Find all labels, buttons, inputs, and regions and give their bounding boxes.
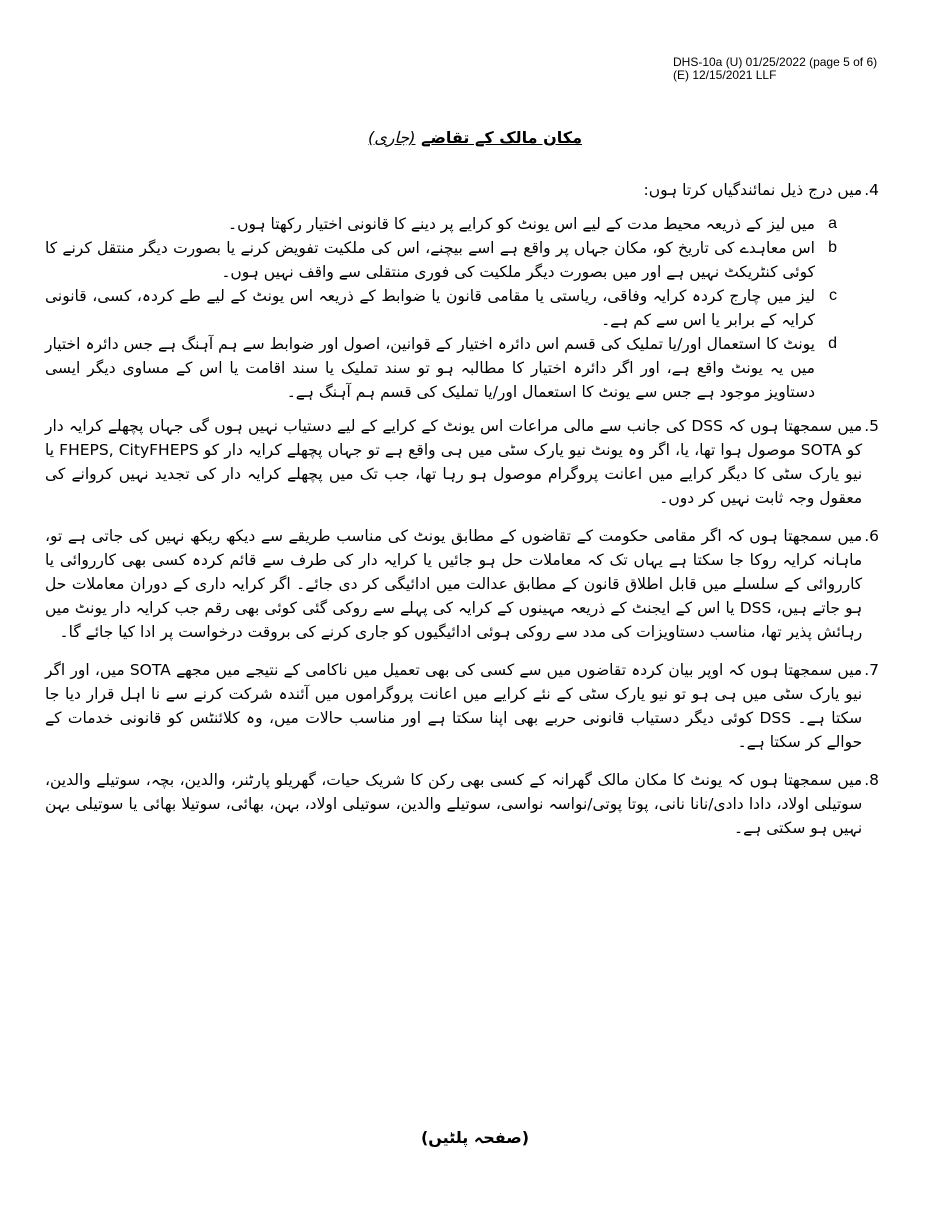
form-code-line-2: (E) 12/15/2021 LLF [673, 68, 777, 82]
list-item-8 [45, 768, 879, 840]
sub-item-text: میں لیز کے ذریعہ محیط مدت کے لیے اس یونٹ کو کرایے پر دینے کا قانونی اختیار رکھتا ہوں۔ [228, 215, 815, 233]
list-item-7 [45, 658, 879, 754]
sub-item-text: اس معاہدے کی تاریخ کو، مکان جہاں پر واقع ہے اسے بیچنے، اس کی ملکیت تفویض کرنے یا بصورت دیگر منتقل کرنے کا کوئی کنٹریکٹ نہیں ہے اور میں بصورت دیگر ملکیت کی فوری منتقلی سے واقف نہیں ہوں۔ [45, 239, 815, 281]
sub-item-letter: b [828, 239, 837, 256]
landlord-requirements-list [45, 178, 879, 854]
item-number: 6. [864, 527, 879, 545]
turn-page-footer: (صفحہ پلٹیں) [420, 1128, 530, 1147]
sub-item-text: لیز میں چارج کردہ کرایہ وفاقی، ریاستی یا مقامی قانون یا ضوابط کے ذریعہ اس یونٹ کے لیے طے کردہ، کسی، قانونی کرایہ کے برابر یا اس سے کم ہے۔ [45, 287, 815, 329]
item-5-text: میں سمجھتا ہوں کہ DSS کی جانب سے مالی مراعات اس یونٹ کے کرایے کے لیے دستیاب نہیں ہوں گی جہاں پچھلے کرایہ دار کو SOTA موصول ہوا تھا، یا، اگر وہ یونٹ نیو یارک سٹی میں ہی واقع ہے تو جہاں پچھلے کرایہ دار کو FHEPS, CityFHEPS یا نیو یارک سٹی کا دیگر کرایے میں اعانت پروگرام موصول ہو رہا تھا، جب تک میں پچھلے کرایہ دار کی تجدید نہیں کروانے کی معقول وجہ ثابت نہیں کر دوں۔ [45, 417, 863, 507]
item-7-text: میں سمجھتا ہوں کہ اوپر بیان کردہ تقاضوں میں سے کسی کی بھی تعمیل میں ناکامی کے نتیجے میں مجھے SOTA میں، اور اگر نیو یارک سٹی میں ہی ہو تو نیو یارک سٹی کے نئے کرایے میں اعانت پروگراموں میں آئندہ شرکت کرنے سے نا اہل قرار دیا جا سکتا ہے۔ DSS کوئی دیگر دستیاب قانونی حربے بھی اپنا سکتا ہے اور مناسب حالات میں، وہ کلائنٹس کو قانونی خدمات کے حوالے کر سکتا ہے۔ [45, 661, 863, 751]
list-item-5 [45, 414, 879, 510]
sub-item-letter: c [829, 287, 837, 304]
form-code-header [673, 56, 877, 82]
item-number: 7. [864, 661, 879, 679]
page-title [0, 128, 950, 147]
item-number: 5. [864, 417, 879, 435]
item-number: 4. [864, 181, 879, 199]
sub-item-letter: d [828, 335, 837, 352]
item-6-text: میں سمجھتا ہوں کہ اگر مقامی حکومت کے تقاضوں کے مطابق یونٹ کی مناسب طریقے سے دیکھ ریکھ نہیں کی جاتی ہے تو، ماہانہ کرایہ روکا جا سکتا ہے یہاں تک کہ معاملات حل ہو جائیں یا کرایہ دار کی طرف سے قائم کردہ کسی بھی کارروائی یا کارروائی کے سلسلے میں قابل اطلاق قانون کے مطابق عدالت میں ادائیگی کر دی جائے۔ اگر کرایہ داری کے دوران معاملات حل ہو جاتے ہیں، DSS یا اس کے ایجنٹ کے ذریعہ مہینوں کے کرایہ کی پہلے سے روکی گئی کوئی بھی رقم جب کرایہ دار یونٹ میں رہائش پذیر تھا، مناسب دستاویزات کی مدد سے روکی ہوئی ادائیگیوں کو جاری کرنے کی بروقت درخواست پر ادا کیا جائے گا۔ [45, 527, 863, 641]
item-4-intro: میں درج ذیل نمائندگیاں کرتا ہوں: [643, 181, 863, 199]
sub-item-letter: a [828, 215, 837, 232]
page-title-continued: (جاری) [367, 128, 416, 147]
item-8-text: میں سمجھتا ہوں کہ یونٹ کا مکان مالک گھرانہ کے کسی بھی رکن کا شریک حیات، گھریلو پارٹنر، والدین، بچہ، سوتیلے والدین، سوتیلی اولاد، دادا دادی/نانا نانی، پوتا پوتی/نواسہ نواسی، سوتیلے والدین، سوتیلی اولاد، بہن، بھائی، سوتیلا بھائی یا سوتیلی بہن نہیں ہو سکتی ہے۔ [45, 771, 863, 837]
item-number: 8. [864, 771, 879, 789]
sub-item-d [45, 332, 837, 404]
page-title-main: مکان مالک کے تقاضے [421, 128, 582, 147]
sub-item-b [45, 236, 837, 284]
form-code-line-1: DHS-10a (U) 01/25/2022 (page 5 of 6) [673, 55, 878, 69]
sub-item-c [45, 284, 837, 332]
sub-item-text: یونٹ کا استعمال اور/یا تملیک کی قسم اس دائرہ اختیار کے قوانین، اصول اور ضوابط سے ہم آہنگ ہے جس دائرہ اختیار میں یہ یونٹ واقع ہے، اور اگر دائرہ اختیار کا مطالبہ ہو تو سند تملیک یا سند اقامت یا اس کے مساوی دیگر ایسی دستاویز موجود ہے جس سے یونٹ کا استعمال اور/یا تملیک کی قسم ہم آہنگ ہے۔ [45, 335, 815, 401]
list-item-4 [45, 178, 879, 202]
list-item-6 [45, 524, 879, 644]
item-4-sublist [45, 212, 879, 404]
sub-item-a [45, 212, 837, 236]
